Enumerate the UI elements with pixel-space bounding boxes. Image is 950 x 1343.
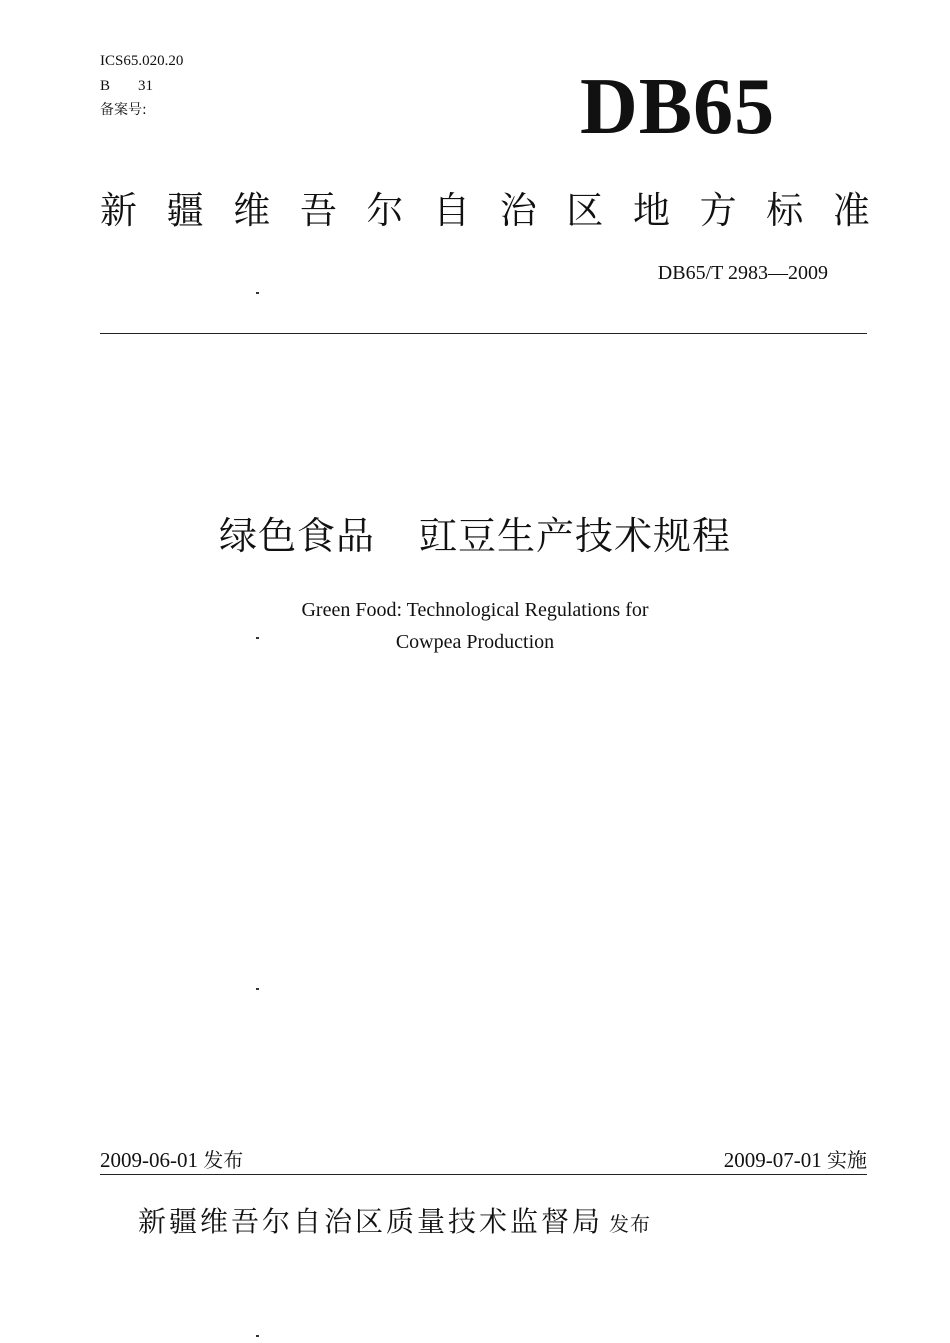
title-en-line-2: Cowpea Production xyxy=(395,631,555,653)
scan-speck xyxy=(256,637,259,639)
standard-logo: DB65 xyxy=(580,63,776,151)
standard-type-char: 治 xyxy=(499,189,537,232)
publish-date xyxy=(100,1144,243,1173)
standard-type-char: 自 xyxy=(433,189,471,232)
publish-label: 发布 xyxy=(203,1148,244,1172)
scan-speck xyxy=(256,292,259,294)
standard-type-char: 方 xyxy=(699,189,737,232)
standard-type-char: 准 xyxy=(832,189,870,232)
ics-code: ICS65.020.20 xyxy=(100,53,184,69)
document-title-cn xyxy=(0,505,950,560)
publisher-suffix: 发布 xyxy=(609,1212,652,1236)
effective-label: 实施 xyxy=(827,1148,867,1172)
effective-date-value: 2009-07-01 xyxy=(723,1148,822,1172)
standard-type-char: 地 xyxy=(633,189,670,232)
scan-speck xyxy=(256,1335,259,1337)
standard-type-char: 区 xyxy=(566,189,604,232)
publisher xyxy=(138,1200,651,1240)
effective-date xyxy=(724,1144,867,1173)
standard-type-char: 疆 xyxy=(166,189,204,232)
standard-type-char: 标 xyxy=(766,189,804,232)
document-title-en xyxy=(0,594,950,658)
publisher-name: 新疆维吾尔自治区质量技术监督局 xyxy=(138,1205,604,1238)
scan-speck xyxy=(256,988,259,990)
standard-type-char: 维 xyxy=(233,189,271,232)
standard-type-heading xyxy=(100,178,870,236)
standard-type-char: 尔 xyxy=(366,189,404,232)
classification-number: 31 xyxy=(138,78,154,94)
title-cn-category: 绿色食品 xyxy=(218,514,375,558)
record-number-label: 备案号: xyxy=(100,102,147,118)
standard-number: DB65/T 2983—2009 xyxy=(657,262,828,284)
title-cn-subject: 豇豆生产技术规程 xyxy=(419,514,732,558)
title-en-line-1: Green Food: Technological Regulations for xyxy=(301,599,649,621)
standard-type-char: 新 xyxy=(100,189,137,232)
classification-code xyxy=(100,78,153,95)
header-divider xyxy=(100,333,867,334)
footer-divider xyxy=(100,1174,867,1175)
standard-type-char: 吾 xyxy=(299,189,337,232)
classification-letter: B xyxy=(100,78,111,94)
publish-date-value: 2009-06-01 xyxy=(100,1148,198,1172)
